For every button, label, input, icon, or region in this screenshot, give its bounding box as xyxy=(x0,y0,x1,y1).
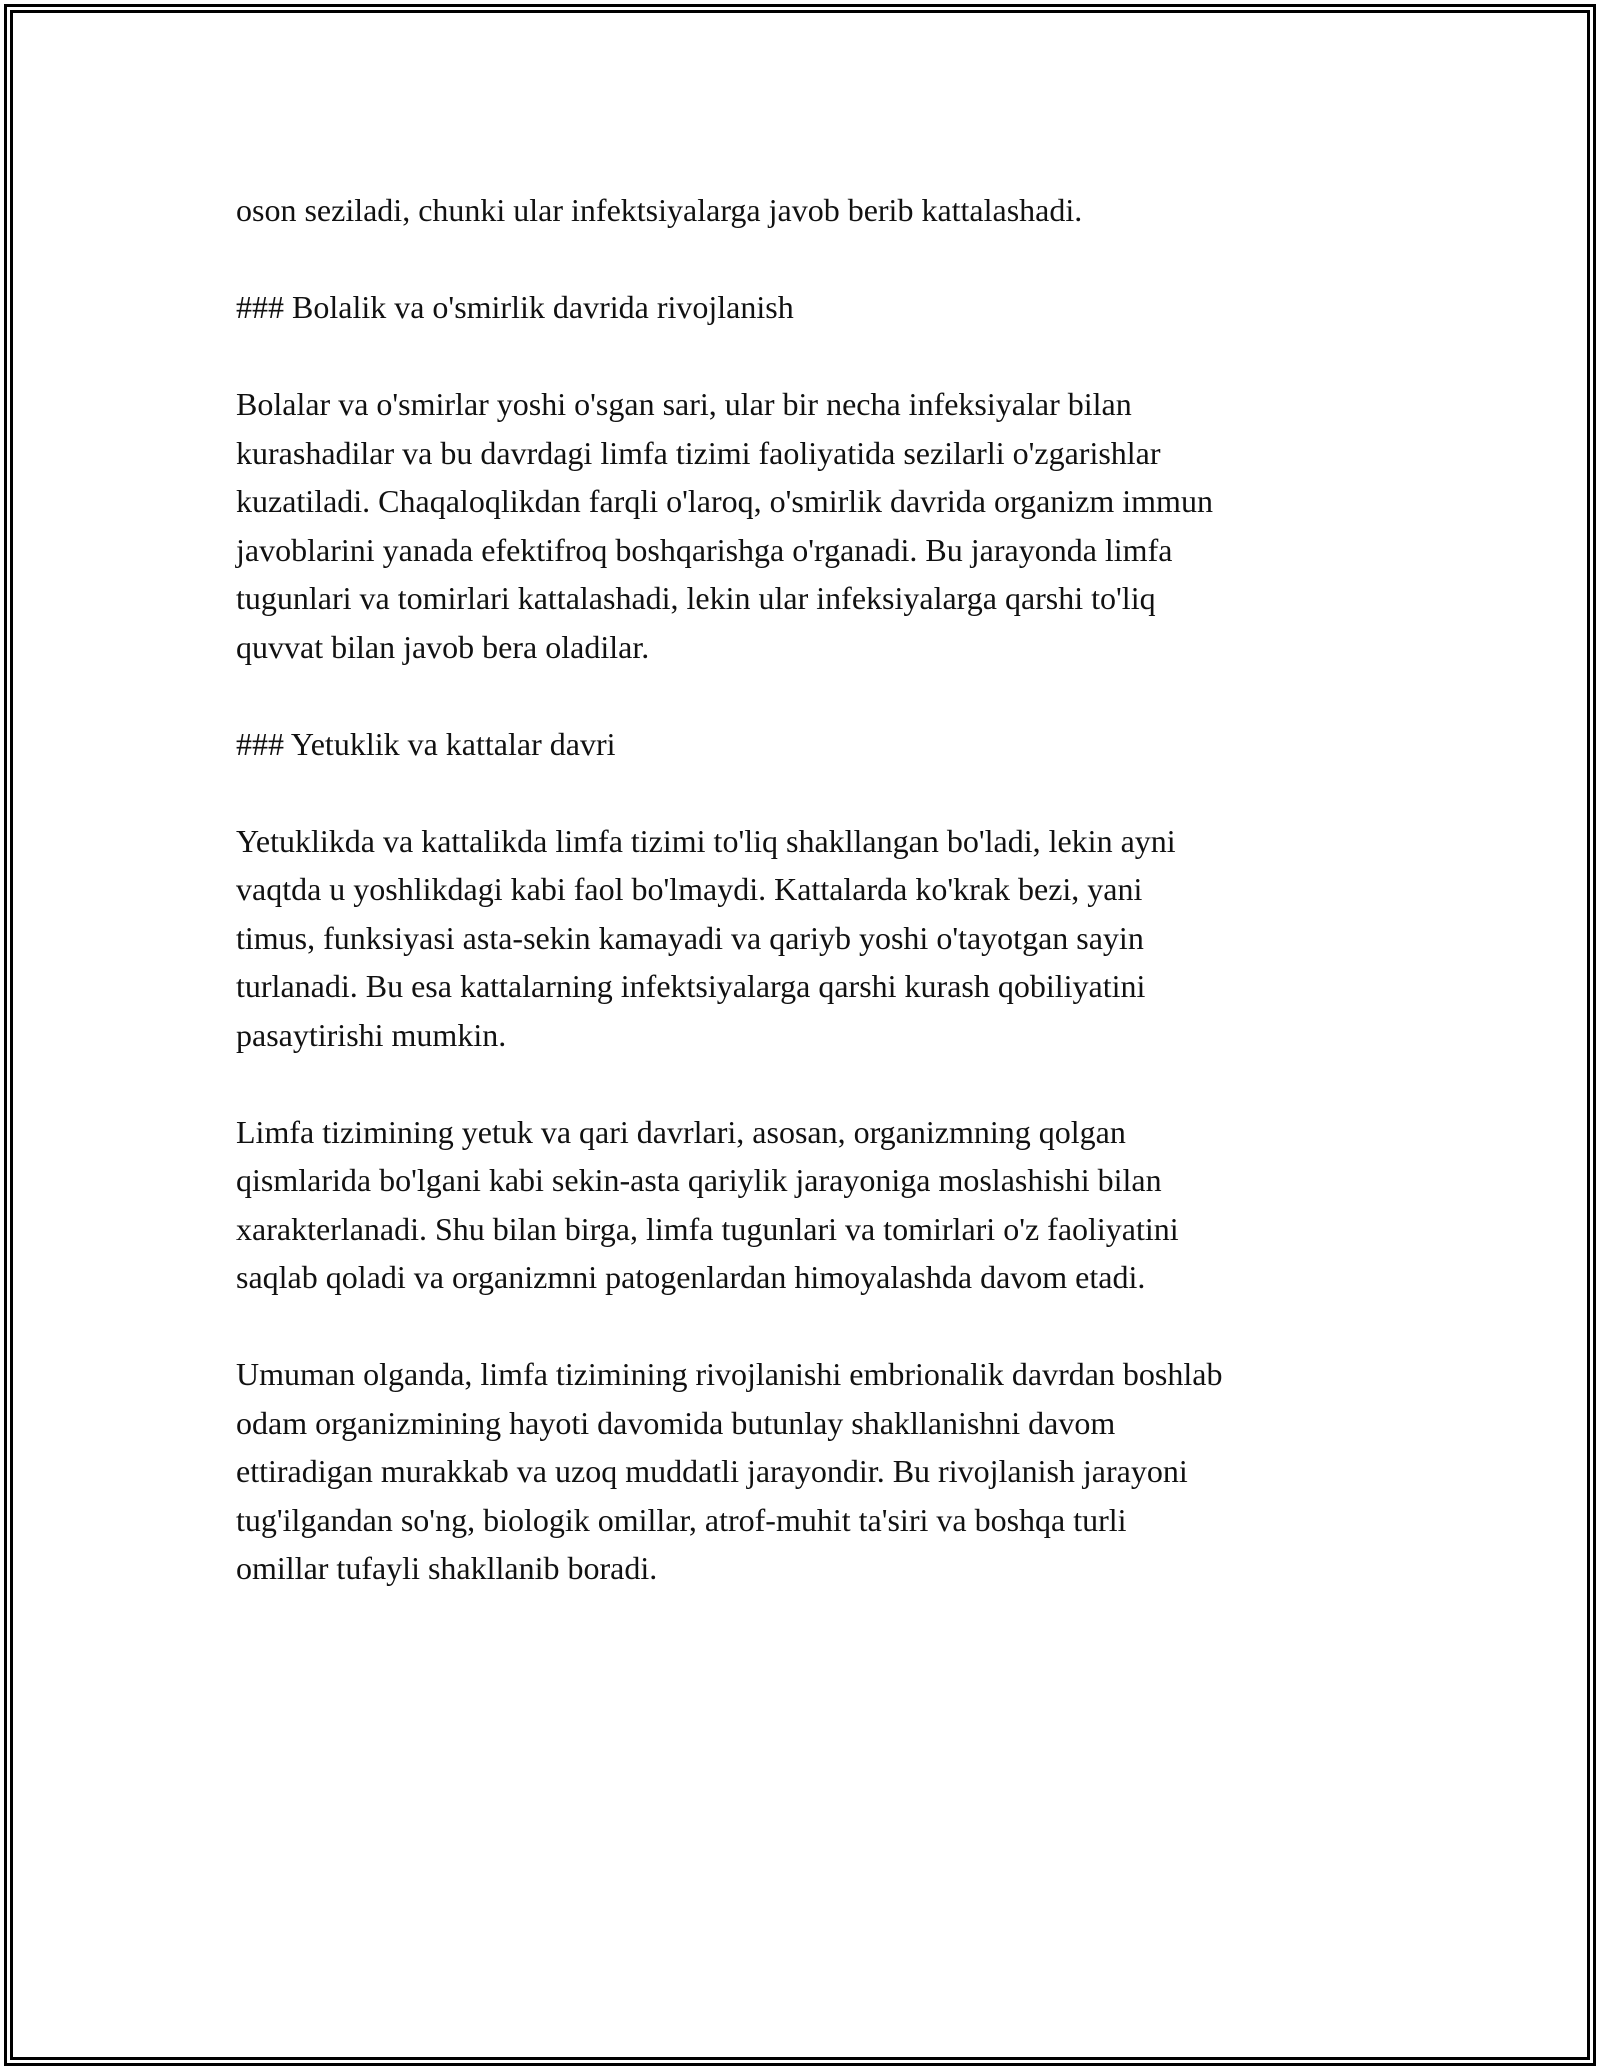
paragraph-adulthood: Yetuklikda va kattalikda limfa tizimi to'liq shakllangan bo'ladi, lekin ayni vaqtda u yoshlikdagi kabi faol bo'lmaydi. Kattalarda ko'krak bezi, yani timus, funksiyasi asta-sekin kamayadi va qariyb yoshi o'tayotgan sayin turlanadi. Bu esa kattalarning infektsiyalarga qarshi kurash qobiliyatini pasaytirishi mumkin. xyxy=(236,822,1176,1053)
paragraph-continuation: oson seziladi, chunki ular infektsiyalarga javob berib kattalashadi. xyxy=(236,192,1083,228)
document-body xyxy=(236,186,1376,1641)
paragraph-aging: Limfa tizimining yetuk va qari davrlari, asosan, organizmning qolgan qismlarida bo'lgani kabi sekin-asta qariylik jarayoniga moslashishi bilan xarakterlanadi. Shu bilan birga, limfa tugunlari va tomirlari o'z faoliyatini saqlab qoladi va organizmni patogenlardan himoyalashda davom etadi. xyxy=(236,1113,1179,1295)
paragraph-childhood: Bolalar va o'smirlar yoshi o'sgan sari, ular bir necha infeksiyalar bilan kurashadilar va bu davrdagi limfa tizimi faoliyatida sezilarli o'zgarishlar kuzatiladi. Chaqaloqlikdan farqli o'laroq, o'smirlik davrida organizm immun javoblarini yanada efektifroq boshqarishga o'rganadi. Bu jarayonda limfa tugunlari va tomirlari kattalashadi, lekin ular infeksiyalarga qarshi to'liq quvvat bilan javob bera oladilar. xyxy=(236,386,1213,665)
paragraph-summary: Umuman olganda, limfa tizimining rivojlanishi embrionalik davrdan boshlab odam organizmining hayoti davomida butunlay shakllanishni davom ettiradigan murakkab va uzoq muddatli jarayondir. Bu rivojlanish jarayoni tug'ilgandan so'ng, biologik omillar, atrof-muhit ta'siri va boshqa turli omillar tufayli shakllanib boradi. xyxy=(236,1356,1223,1586)
section-heading-childhood: ### Bolalik va o'smirlik davrida rivojlanish xyxy=(236,289,794,325)
section-heading-adulthood: ### Yetuklik va kattalar davri xyxy=(236,725,616,762)
